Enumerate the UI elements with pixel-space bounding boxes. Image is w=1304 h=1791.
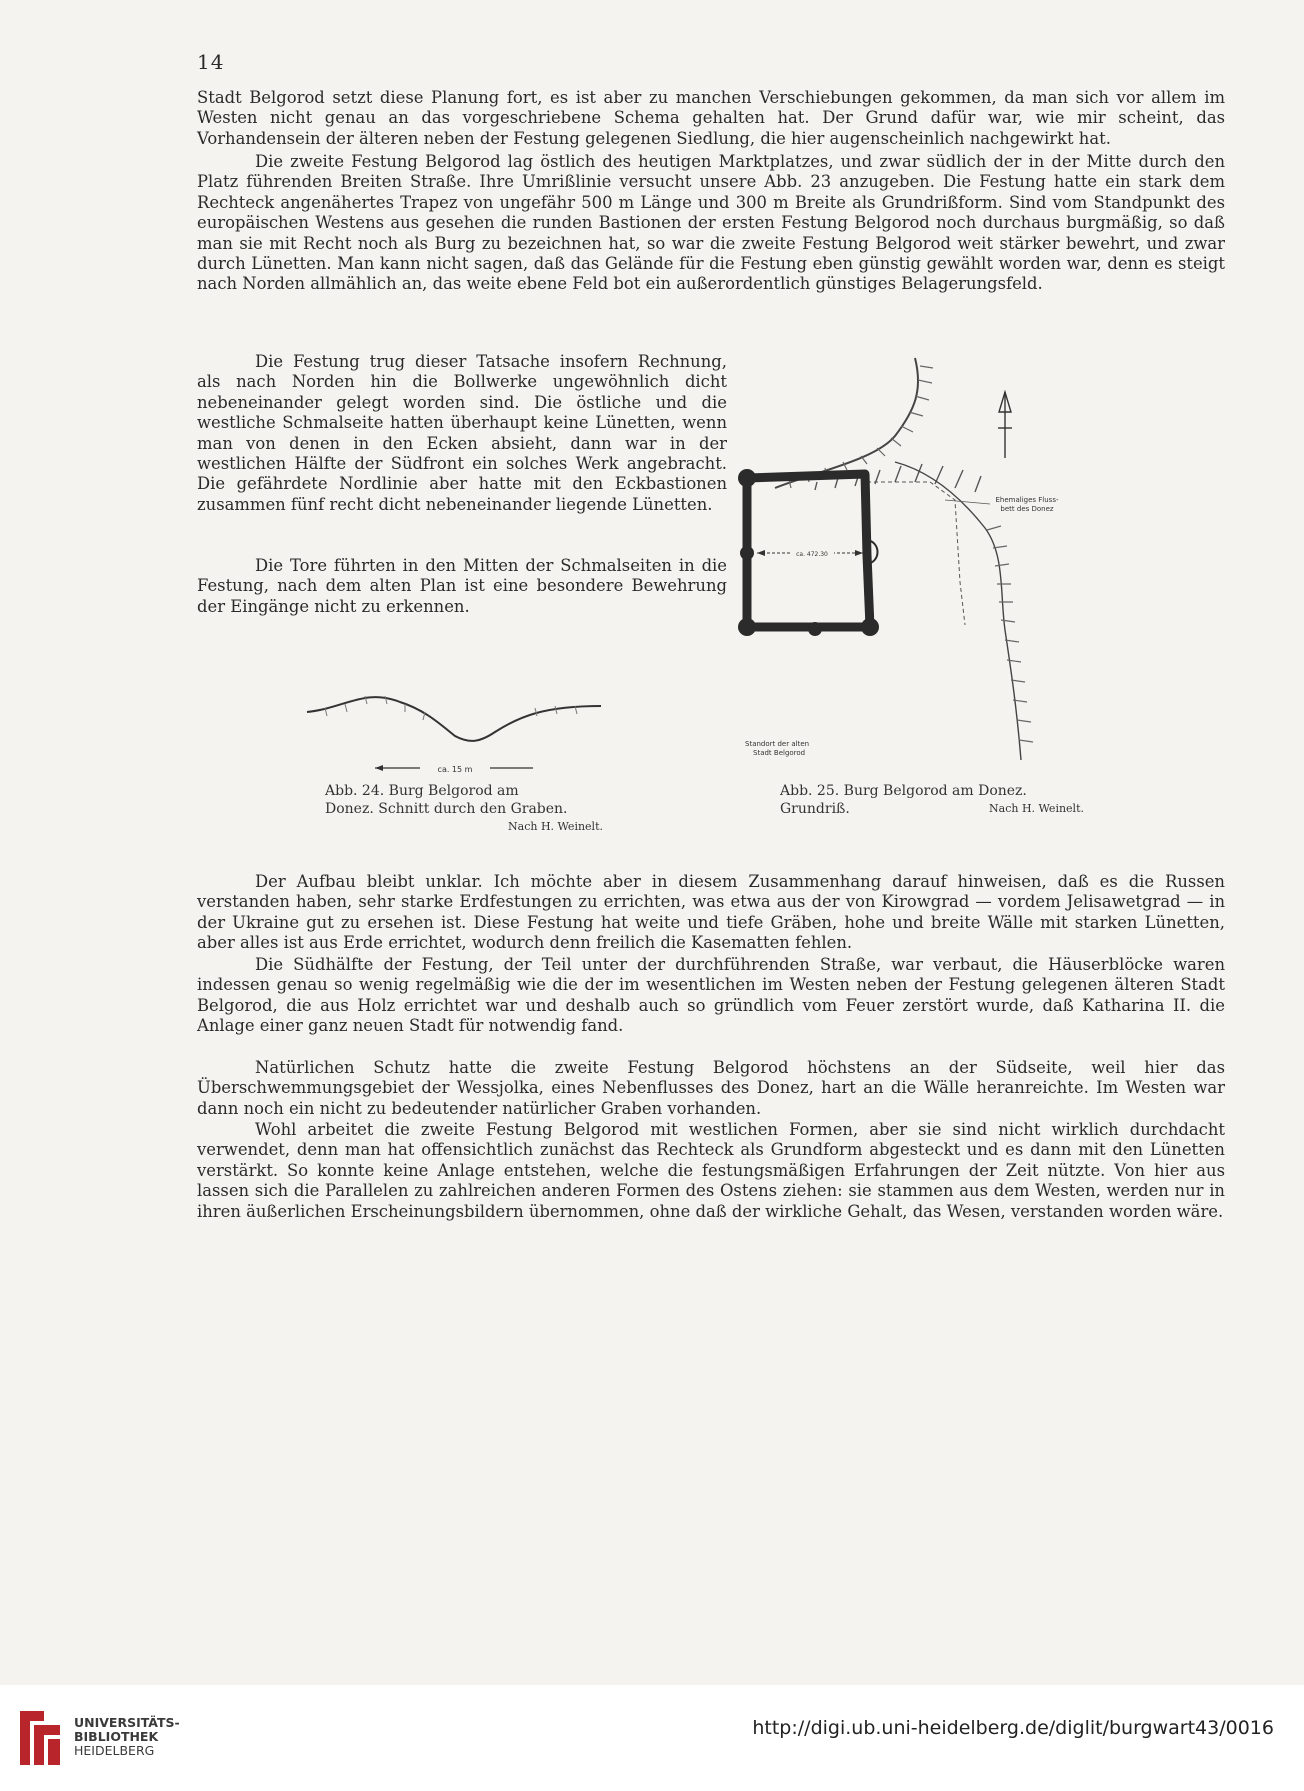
north-arrow [998, 392, 1012, 458]
figure-24-caption-line1: Abb. 24. Burg Belgorod am [325, 783, 519, 799]
paragraph-6: Die Südhälfte der Festung, der Teil unter der durchführenden Straße, war verbaut, die Häuserblöcke waren indessen genau so wenig regelmäßig wie die der im wesentlichen im Westen neben der Festung gelegenen älteren Stadt Belgorod, die aus Holz errichtet war und deshalb auch so gründlich vom Feuer zerstört wurde, daß Katharina II. die Anlage einer ganz neuen Stadt für notwendig fand. [197, 955, 1225, 1036]
scale-label: ca. 15 m [437, 765, 473, 774]
figure-24-source: Nach H. Weinelt. [508, 820, 603, 833]
figure-25-caption [780, 782, 1084, 818]
bastion-sw [738, 618, 756, 636]
east-bank-hatching [987, 526, 1033, 742]
figure-25-source: Nach H. Weinelt. [989, 802, 1084, 815]
town-label-line1: Standort der alten [745, 740, 810, 748]
town-label-line2: Stadt Belgorod [753, 749, 806, 757]
library-name [74, 1716, 180, 1758]
figure-24-ditch-section [305, 680, 605, 776]
paragraph-1: Stadt Belgorod setzt diese Planung fort, es ist aber zu manchen Verschiebungen gekommen, da man sich vor allem im Westen nicht genau an das vorgeschriebene Schema gehalten hat. Der Grund dafür war, wie mir scheint, das Vorhandensein der älteren neben der Festung gelegenen Siedlung, die hier augenscheinlich nachgewirkt hat. [197, 88, 1225, 148]
paragraph-5: Der Aufbau bleibt unklar. Ich möchte aber in diesem Zusammenhang darauf hinweisen, daß es die Russen verstanden haben, sehr starke Erdfestungen zu errichten, was etwa aus der von Kirowgrad — vordem Jelisawetgrad — in der Ukraine gut zu ersehen ist. Diese Festung hat weite und tiefe Gräben, hohe und breite Wälle mit starken Lünetten, aber alles ist aus Erde errichtet, wodurch denn freilich die Kasematten fehlen. [197, 872, 1225, 953]
paragraph-4: Die Tore führten in den Mitten der Schmalseiten in die Festung, nach dem alten Plan ist eine besondere Bewehrung der Eingänge nicht zu erkennen. [197, 556, 727, 616]
library-name-line2: BIBLIOTHEK [74, 1729, 159, 1744]
bastion-w [740, 546, 754, 560]
figure-24-caption-line2: Donez. Schnitt durch den Graben. [325, 801, 568, 817]
source-url-link[interactable]: http://digi.ub.uni-heidelberg.de/diglit/burgwart43/0016 [752, 1717, 1274, 1739]
figure-25-ground-plan [745, 350, 1105, 775]
riverbed-label-line1: Ehemaliges Fluss- [995, 496, 1059, 504]
former-riverbed-line [867, 482, 965, 625]
bastion-nw [738, 469, 756, 487]
bastion-se [861, 618, 879, 636]
figure-25-caption-line1: Abb. 25. Burg Belgorod am Donez. [780, 783, 1027, 799]
figure-24-caption [325, 782, 603, 836]
library-name-line3: HEIDELBERG [74, 1743, 155, 1758]
ditch-profile [307, 697, 601, 741]
paragraph-8: Wohl arbeitet die zweite Festung Belgorod mit westlichen Formen, aber sie sind nicht wirklich durchdacht verwendet, denn man hat offensichtlich zunächst das Rechteck als Grundform abgesteckt und es dann mit den Lünetten verstärkt. So konnte keine Anlage entstehen, welche die festungsmäßigen Erfahrungen der Zeit nützte. Von hier aus lassen sich die Parallelen zu zahlreichen anderen Formen des Ostens ziehen: sie stammen aus dem Westen, werden nur in ihren äußerlichen Erscheinungsbildern übernommen, ohne daß der wirkliche Gehalt, das Wesen, verstanden worden wäre. [197, 1120, 1225, 1221]
ditch-hatching [325, 696, 577, 720]
dimension-label: ca. 472.30 [796, 551, 828, 558]
figure-25-caption-line2: Grundriß. [780, 801, 850, 817]
library-name-line1: UNIVERSITÄTS- [74, 1715, 180, 1730]
paragraph-3: Die Festung trug dieser Tatsache insofern Rechnung, als nach Norden hin die Bollwerke ungewöhnlich dicht nebeneinander gelegt worden sind. Die östliche und die westliche Schmalseite hatten überhaupt keine Lünetten, wenn man von denen in den Ecken absieht, dann war in der westlichen Hälfte der Südfront ein solches Werk angebracht. Die gefährdete Nordlinie aber hatte mit den Eckbastionen zusammen fünf recht dicht nebeneinander liegende Lünetten. [197, 352, 727, 514]
university-library-logo [14, 1707, 66, 1769]
riverbed-label-line2: bett des Donez [1000, 505, 1054, 513]
page-number: 14 [197, 50, 225, 74]
bastion-s [808, 622, 822, 636]
scale-arrow-head [375, 765, 383, 771]
paragraph-2: Die zweite Festung Belgorod lag östlich des heutigen Marktplatzes, und zwar südlich der in der Mitte durch den Platz führenden Breiten Straße. Ihre Umrißlinie versucht unsere Abb. 23 anzugeben. Die Festung hatte ein stark dem Rechteck angenähertes Trapez von ungefähr 500 m Länge und 300 m Breite als Grundrißform. Sind vom Standpunkt des europäischen Westens aus gesehen die runden Bastionen der ersten Festung Belgorod noch durchaus burgmäßig, so daß man sie mit Recht noch als Burg zu bezeichnen hat, so war die zweite Festung Belgorod weit stärker bewehrt, und zwar durch Lünetten. Man kann nicht sagen, daß das Gelände für die Festung eben günstig gewählt worden war, denn es steigt nach Norden allmählich an, das weite ebene Feld bot ein außerordentlich günstiges Belagerungsfeld. [197, 152, 1225, 294]
paragraph-7: Natürlichen Schutz hatte die zweite Festung Belgorod höchstens an der Südseite, weil hier das Überschwemmungsgebiet der Wessjolka, eines Nebenflusses des Donez, hart an die Wälle heranreichte. Im Westen war dann noch ein nicht zu bedeutender natürlicher Graben vorhanden. [197, 1058, 1225, 1118]
footer-bar [0, 1685, 1304, 1791]
